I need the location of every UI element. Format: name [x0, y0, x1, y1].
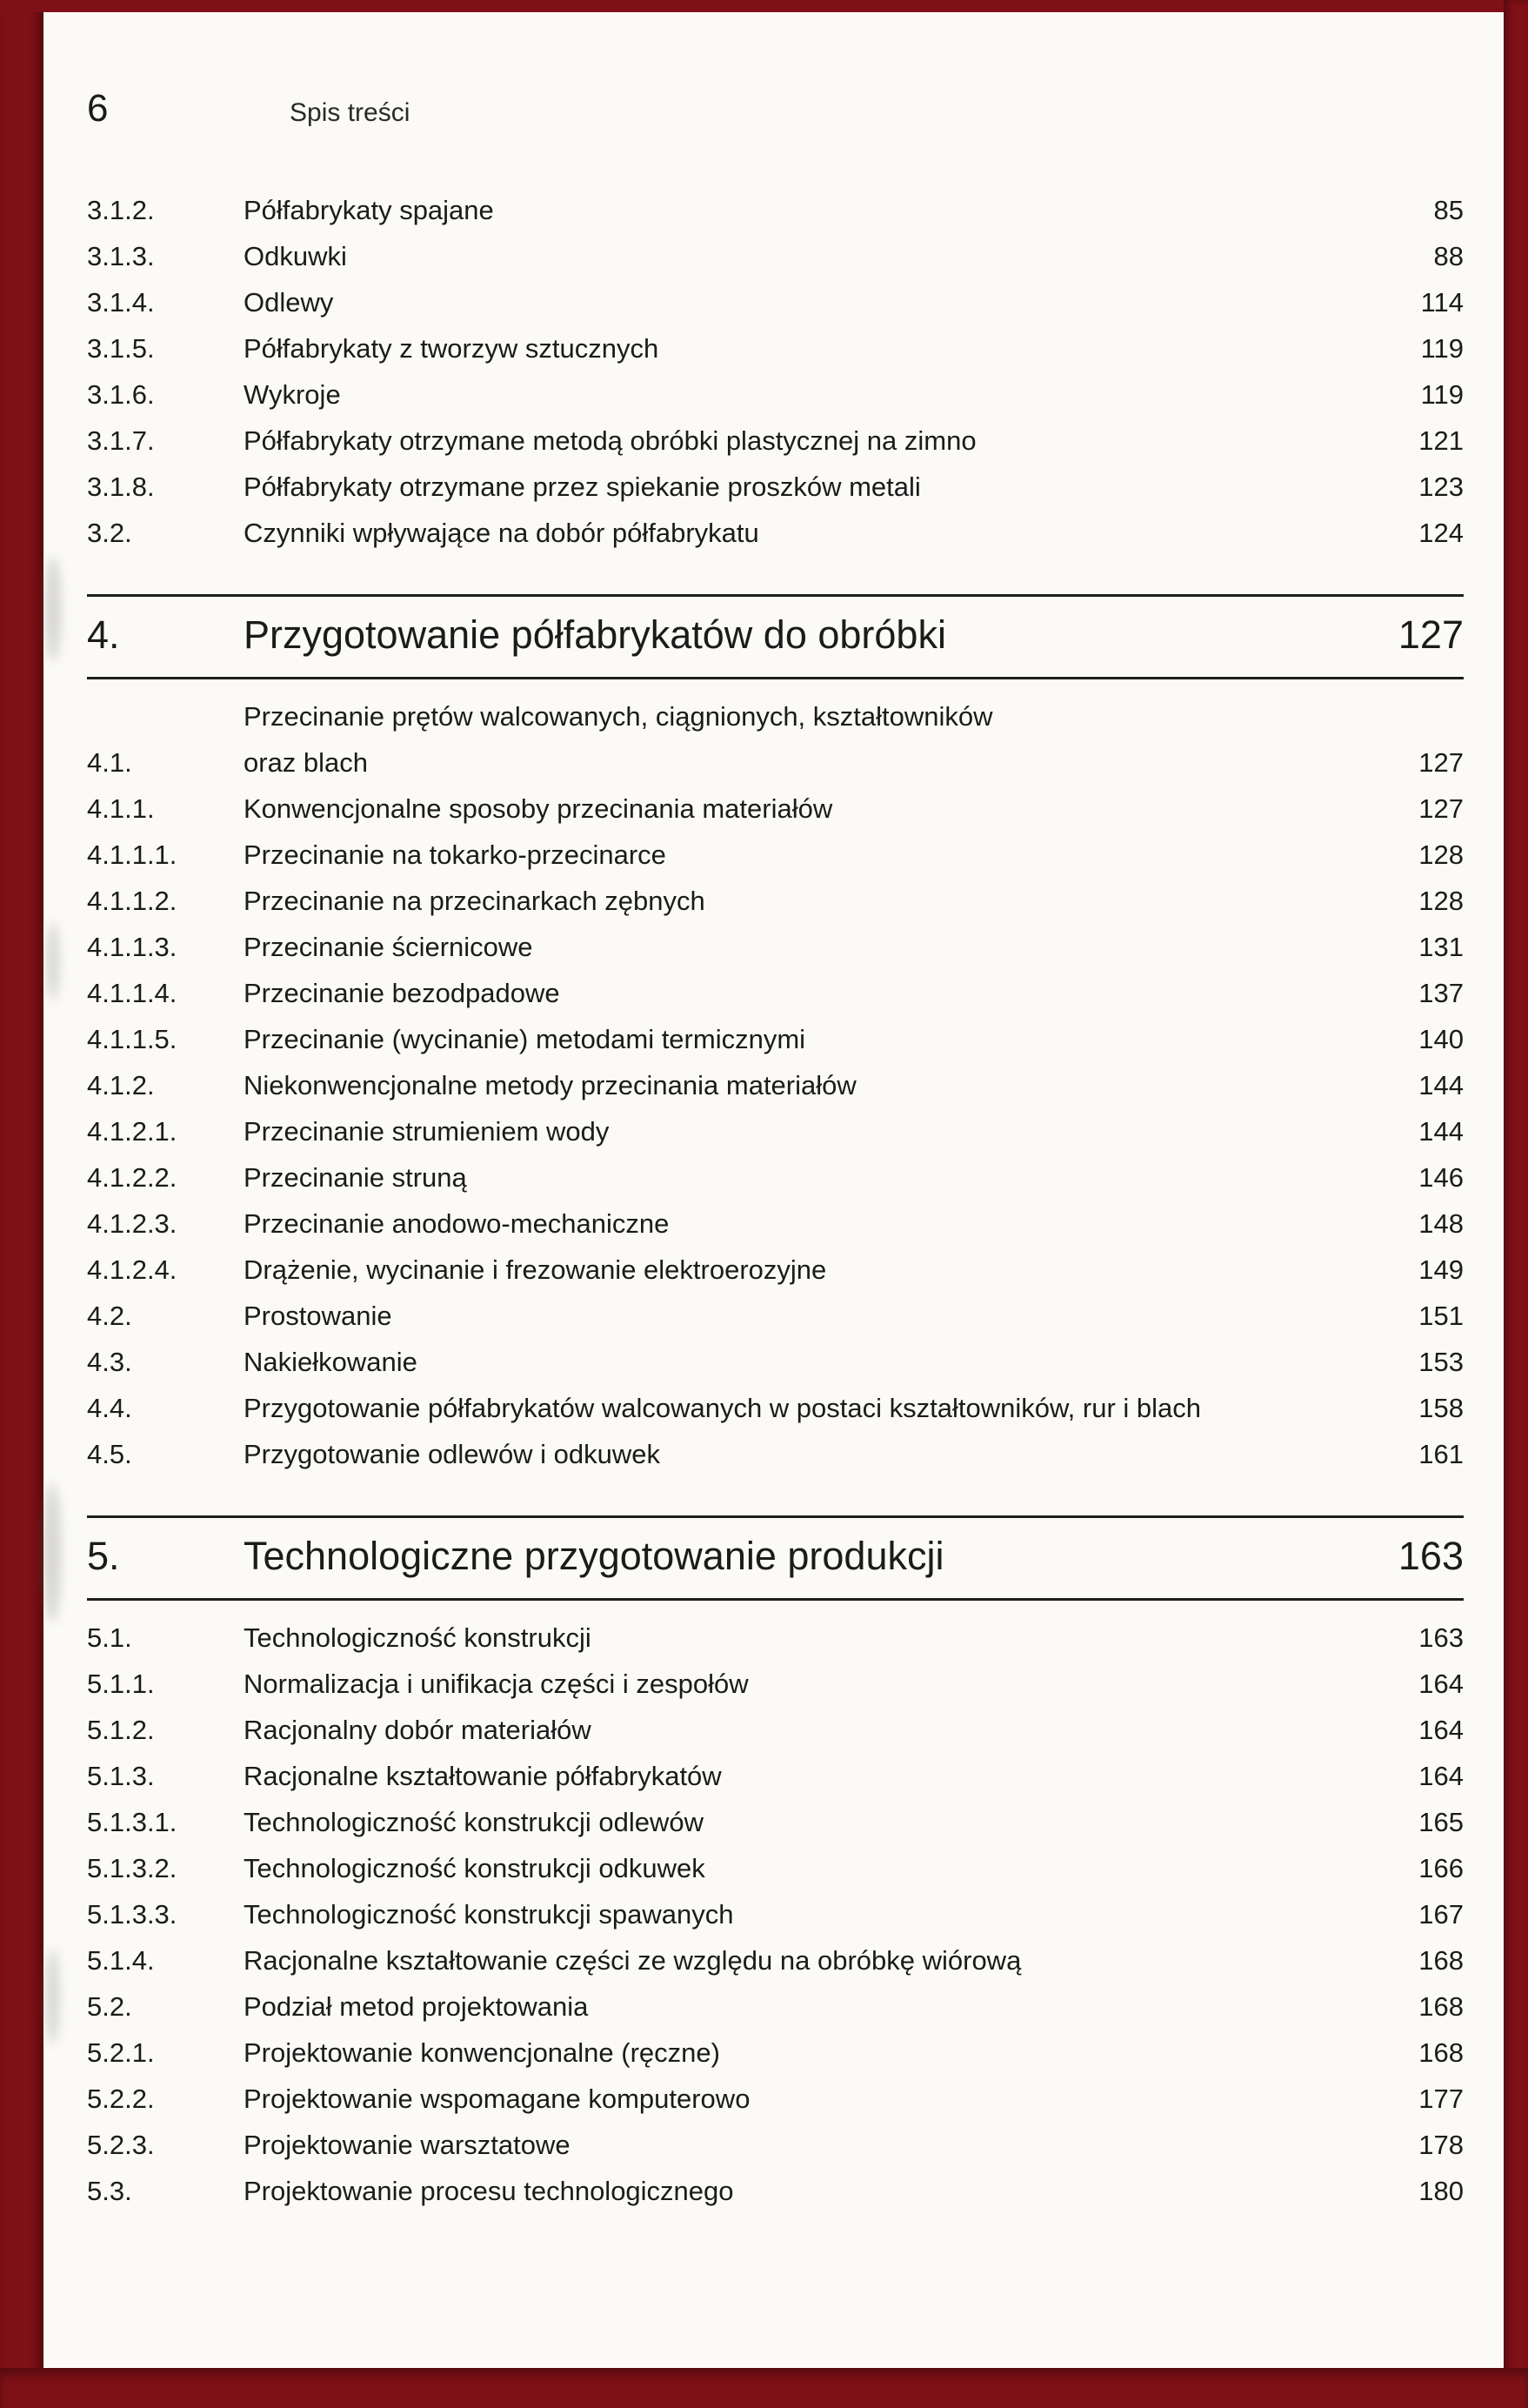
- toc-entry-page: 158: [1418, 1393, 1464, 1423]
- toc-entry: [87, 2122, 1464, 2168]
- toc-entry-title: Podział metod projektowania: [244, 1991, 589, 2022]
- toc-entry-number: 3.1.2.: [87, 195, 155, 225]
- toc-entry-page: 163: [1418, 1622, 1464, 1653]
- toc-entry-number: 4.1.2.1.: [87, 1116, 177, 1147]
- toc-entry-title: Półfabrykaty z tworzyw sztucznych: [244, 333, 659, 364]
- toc-entry-number: 4.1.1.5.: [87, 1024, 177, 1054]
- toc-entry: [87, 878, 1464, 924]
- toc-entry: [87, 1431, 1464, 1477]
- toc-entry-page: 131: [1418, 932, 1464, 962]
- toc-entry-number: 4.1.2.3.: [87, 1208, 177, 1239]
- toc-entry-number: 4.1.1.4.: [87, 978, 177, 1008]
- toc-entry-title: Technologiczność konstrukcji spawanych: [244, 1899, 734, 1930]
- toc-entry-page: 114: [1420, 287, 1464, 318]
- toc-entry-number: 5.1.: [87, 1622, 132, 1653]
- toc-entry-title: Półfabrykaty otrzymane przez spiekanie proszków metali: [244, 472, 921, 502]
- toc-entry-number: 5.1.3.3.: [87, 1899, 177, 1930]
- toc-entry-page: 177: [1418, 2084, 1464, 2114]
- toc-entry: [87, 510, 1464, 556]
- toc-entry: [87, 924, 1464, 970]
- toc-entry-title: Konwencjonalne sposoby przecinania materiałów: [244, 793, 833, 824]
- toc-entry-title: Projektowanie procesu technologicznego: [244, 2176, 734, 2206]
- toc-entry-title: Drążenie, wycinanie i frezowanie elektroerozyjne: [244, 1254, 827, 1285]
- toc-entry-number: 4.1.: [87, 747, 132, 778]
- toc-entry-title: Racjonalne kształtowanie części ze względu na obróbkę wiórową: [244, 1945, 1022, 1976]
- toc-entry-title: Projektowanie konwencjonalne (ręczne): [244, 2037, 720, 2068]
- toc-entry-number: 5.1.1.: [87, 1669, 155, 1699]
- toc-entry-title: Przecinanie ściernicowe: [244, 932, 533, 962]
- toc-entry-page: 137: [1418, 978, 1464, 1008]
- toc-entry: [87, 1983, 1464, 2030]
- toc-entry: [87, 1615, 1464, 1661]
- toc-entry-number: 4.2.: [87, 1301, 132, 1331]
- toc-entry-page: 180: [1418, 2176, 1464, 2206]
- toc-entry: [87, 1707, 1464, 1753]
- scan-artifact: [46, 1949, 59, 2044]
- toc-entry: [87, 693, 1464, 786]
- toc-entry-title: Technologiczne przygotowanie produkcji: [244, 1534, 944, 1578]
- page-number: 6: [87, 87, 109, 130]
- toc-entry-page: 153: [1418, 1347, 1464, 1377]
- toc-entry-page: 144: [1418, 1070, 1464, 1100]
- toc-entry: [87, 1154, 1464, 1201]
- toc-entry-page: 127: [1418, 747, 1464, 778]
- toc-entry-page: 123: [1418, 472, 1464, 502]
- toc-entry-title: Przecinanie bezodpadowe: [244, 978, 560, 1008]
- toc-entry-number: 5.1.4.: [87, 1945, 155, 1976]
- toc-entry: [87, 1016, 1464, 1062]
- toc-entry-title: Przygotowanie półfabrykatów walcowanych w postaci kształtowników, rur i blach: [244, 1393, 1201, 1423]
- toc-entry-title: Przygotowanie odlewów i odkuwek: [244, 1439, 661, 1469]
- toc-entry-number: 5.2.2.: [87, 2084, 155, 2114]
- toc-entry-page: 127: [1418, 793, 1464, 824]
- toc-entry-title: Technologiczność konstrukcji: [244, 1622, 591, 1653]
- toc-entry-title: Projektowanie warsztatowe: [244, 2130, 570, 2160]
- toc-entry-title: Prostowanie: [244, 1301, 392, 1331]
- toc-entry-page: 166: [1418, 1853, 1464, 1883]
- toc-entry: [87, 1753, 1464, 1799]
- toc-entry-page: 178: [1418, 2130, 1464, 2160]
- toc-entry-number: 3.1.6.: [87, 379, 155, 410]
- scan-edge-top: [0, 0, 1528, 12]
- toc-entry: [87, 786, 1464, 832]
- toc-entry-page: 167: [1418, 1899, 1464, 1930]
- toc-entry-title: Przecinanie struną: [244, 1162, 467, 1193]
- toc-entry-number: 5.: [87, 1534, 120, 1578]
- toc-entry-title: Racjonalne kształtowanie półfabrykatów: [244, 1761, 722, 1791]
- toc-entry-number: 5.1.3.: [87, 1761, 155, 1791]
- toc-page: [87, 87, 1464, 2214]
- toc-entry: [87, 325, 1464, 371]
- toc-entry-page: 164: [1418, 1715, 1464, 1745]
- scan-edge-bottom: [0, 2368, 1528, 2408]
- toc-entry-number: 3.1.7.: [87, 425, 155, 456]
- toc-entry-page: 128: [1418, 886, 1464, 916]
- toc-entry: [87, 418, 1464, 464]
- toc-entry-title: Normalizacja i unifikacja części i zespołów: [244, 1669, 749, 1699]
- toc-entry: [87, 1062, 1464, 1108]
- toc-entry-number: 4.1.2.2.: [87, 1162, 177, 1193]
- toc-entry-page: 164: [1418, 1761, 1464, 1791]
- toc-entry: [87, 970, 1464, 1016]
- toc-entry-title: Racjonalny dobór materiałów: [244, 1715, 591, 1745]
- toc-entry-title: Przecinanie strumieniem wody: [244, 1116, 610, 1147]
- toc-entry-page: 140: [1418, 1024, 1464, 1054]
- toc-entry: [87, 464, 1464, 510]
- toc-entry-title: Półfabrykaty spajane: [244, 195, 494, 225]
- toc-entry-number: 4.1.2.: [87, 1070, 155, 1100]
- toc-entry-page: 168: [1418, 2037, 1464, 2068]
- toc-entry-page: 149: [1418, 1254, 1464, 1285]
- toc-section-heading: [87, 1515, 1464, 1601]
- toc-entry: [87, 2076, 1464, 2122]
- toc-entry: [87, 1201, 1464, 1247]
- toc-entry-title: Półfabrykaty otrzymane metodą obróbki plastycznej na zimno: [244, 425, 977, 456]
- toc-entry: [87, 1108, 1464, 1154]
- scan-artifact: [45, 557, 61, 661]
- toc-entry: [87, 1339, 1464, 1385]
- toc-entry-title: Przecinanie anodowo-mechaniczne: [244, 1208, 670, 1239]
- toc-entry: [87, 1661, 1464, 1707]
- toc-entry-number: 4.1.2.4.: [87, 1254, 177, 1285]
- toc-entry-page: 165: [1418, 1807, 1464, 1837]
- toc-entry-number: 4.1.1.2.: [87, 886, 177, 916]
- toc-entry-title: Przecinanie na tokarko-przecinarce: [244, 839, 666, 870]
- toc-entry-page: 146: [1418, 1162, 1464, 1193]
- toc-entry-page: 168: [1418, 1991, 1464, 2022]
- toc-entry: [87, 2168, 1464, 2214]
- toc-entry-title: Odlewy: [244, 287, 334, 318]
- toc-entry-number: 3.1.8.: [87, 472, 155, 502]
- toc-entry-number: 4.5.: [87, 1439, 132, 1469]
- toc-entry-title: Projektowanie wspomagane komputerowo: [244, 2084, 751, 2114]
- toc-entry-number: 5.2.3.: [87, 2130, 155, 2160]
- toc-entry-title: Przecinanie na przecinarkach zębnych: [244, 886, 705, 916]
- toc-entry-number: 4.1.1.: [87, 793, 155, 824]
- toc-entry-number: 3.1.3.: [87, 241, 155, 271]
- scan-artifact: [43, 1483, 61, 1622]
- toc-entry-title: Wykroje: [244, 379, 341, 410]
- toc-entry: [87, 371, 1464, 418]
- toc-section-heading: [87, 594, 1464, 679]
- toc-entry: [87, 1247, 1464, 1293]
- toc-entry-title: Technologiczność konstrukcji odkuwek: [244, 1853, 705, 1883]
- toc-entry: [87, 1293, 1464, 1339]
- toc-entry-page: 85: [1433, 195, 1464, 225]
- toc-entry-title: Nakiełkowanie: [244, 1347, 417, 1377]
- toc-entry: [87, 1799, 1464, 1845]
- toc-entry-title: Czynniki wpływające na dobór półfabrykatu: [244, 518, 759, 548]
- toc-entry-page: 119: [1420, 333, 1464, 364]
- toc-entry: [87, 187, 1464, 233]
- toc-entry-number: 3.1.4.: [87, 287, 155, 318]
- toc-entry-number: 4.4.: [87, 1393, 132, 1423]
- scan-artifact: [47, 922, 59, 1000]
- toc-entry-page: 127: [1398, 612, 1464, 657]
- toc-entry-page: 161: [1418, 1439, 1464, 1469]
- toc-entry-page: 163: [1398, 1534, 1464, 1578]
- toc-entry-number: 5.1.3.2.: [87, 1853, 177, 1883]
- toc-entry: [87, 1937, 1464, 1983]
- toc-entry-page: 128: [1418, 839, 1464, 870]
- toc-entry-page: 164: [1418, 1669, 1464, 1699]
- toc-entry-title: Przecinanie prętów walcowanych, ciągnionych, kształtowników oraz blach: [244, 701, 993, 778]
- toc-entry-page: 88: [1433, 241, 1464, 271]
- toc-entry-number: 5.1.2.: [87, 1715, 155, 1745]
- page-header: [87, 87, 1464, 135]
- toc-entry-number: 3.1.5.: [87, 333, 155, 364]
- toc-entry-page: 121: [1418, 425, 1464, 456]
- toc-entry: [87, 1891, 1464, 1937]
- toc-entry-page: 124: [1418, 518, 1464, 548]
- running-header: Spis treści: [290, 98, 410, 127]
- toc-entry-page: 148: [1418, 1208, 1464, 1239]
- toc-entry-title: Niekonwencjonalne metody przecinania materiałów: [244, 1070, 857, 1100]
- toc-entry-page: 151: [1418, 1301, 1464, 1331]
- toc-entry-number: 4.1.1.3.: [87, 932, 177, 962]
- toc-entry-title: Przecinanie (wycinanie) metodami termicznymi: [244, 1024, 806, 1054]
- toc-entry-title: Technologiczność konstrukcji odlewów: [244, 1807, 704, 1837]
- toc-entry-number: 5.3.: [87, 2176, 132, 2206]
- toc-entry-number: 5.1.3.1.: [87, 1807, 177, 1837]
- toc-entry-number: 5.2.: [87, 1991, 132, 2022]
- toc-entry: [87, 279, 1464, 325]
- toc-list: [87, 187, 1464, 2214]
- toc-entry-title: Odkuwki: [244, 241, 347, 271]
- toc-entry-page: 144: [1418, 1116, 1464, 1147]
- toc-entry: [87, 1385, 1464, 1431]
- toc-entry-number: 4.: [87, 612, 120, 657]
- toc-entry: [87, 2030, 1464, 2076]
- toc-entry: [87, 233, 1464, 279]
- toc-entry-title: Przygotowanie półfabrykatów do obróbki: [244, 612, 946, 657]
- scan-edge-left: [0, 0, 43, 2408]
- toc-entry-number: 4.3.: [87, 1347, 132, 1377]
- toc-entry-number: 4.1.1.1.: [87, 839, 177, 870]
- toc-entry-number: 3.2.: [87, 518, 132, 548]
- toc-entry-page: 119: [1420, 379, 1464, 410]
- scan-edge-right: [1504, 0, 1528, 2408]
- toc-entry: [87, 832, 1464, 878]
- toc-entry-number: 5.2.1.: [87, 2037, 155, 2068]
- toc-entry: [87, 1845, 1464, 1891]
- toc-entry-page: 168: [1418, 1945, 1464, 1976]
